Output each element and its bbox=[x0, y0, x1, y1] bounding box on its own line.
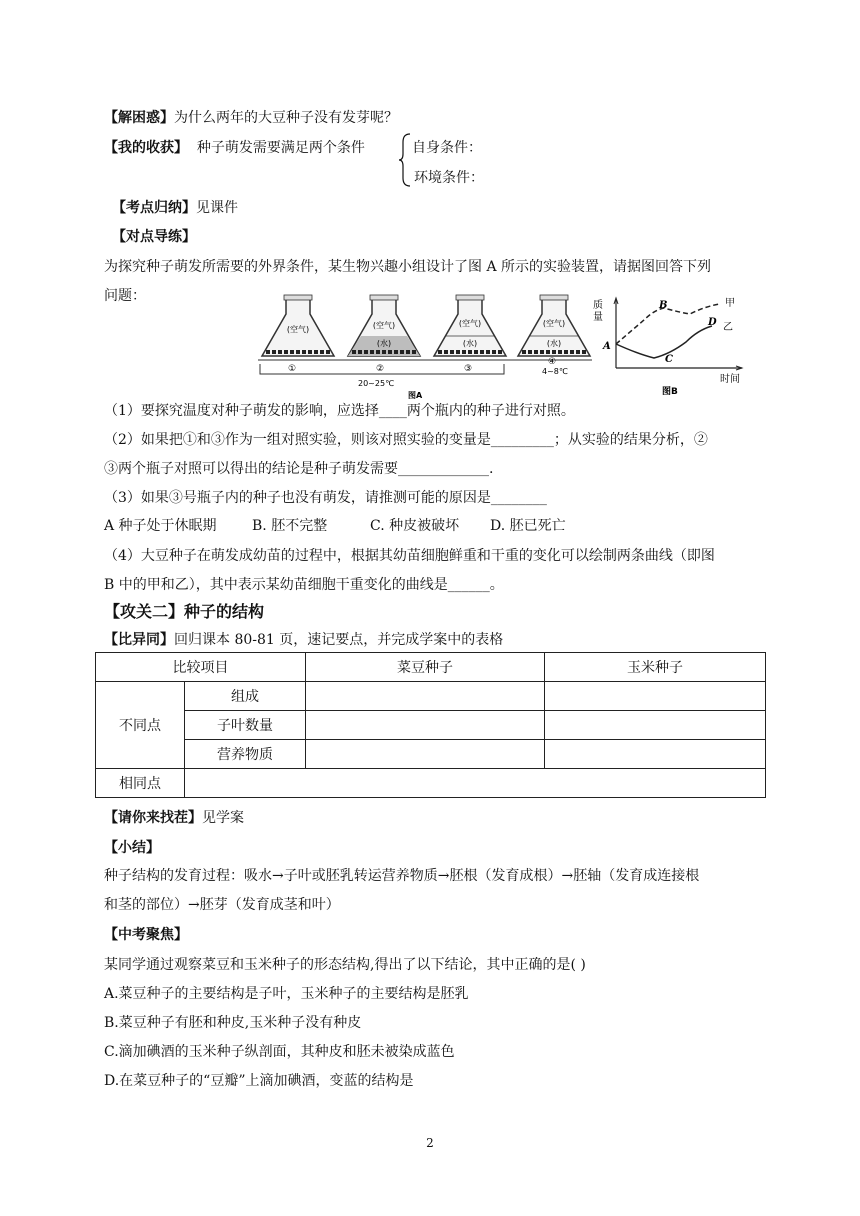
table-cell[interactable] bbox=[185, 769, 766, 798]
shouhuo-line bbox=[104, 138, 365, 158]
intro-line-2: 问题： bbox=[104, 288, 146, 304]
flask-num-2: ② bbox=[376, 364, 385, 374]
xiaojie-line-1: 种子结构的发育过程：吸水→子叶或胚乳转运营养物质→胚根（发育成根）→胚轴（发育成连接根 bbox=[104, 868, 700, 884]
comparison-table bbox=[95, 652, 766, 798]
table-cell[interactable] bbox=[306, 682, 545, 711]
q3-option-b: B. 胚不完整 bbox=[252, 518, 328, 534]
table-row bbox=[96, 682, 766, 711]
question-3: （3）如果③号瓶子内的种子也没有萌发，请推测可能的原因是________ bbox=[104, 490, 547, 506]
table-cell[interactable] bbox=[545, 740, 766, 769]
question-2b: ③两个瓶子对照可以得出的结论是种子萌发需要_____________. bbox=[104, 461, 494, 477]
table-diff-label: 不同点 bbox=[96, 682, 185, 769]
shouhuo-text: 种子萌发需要满足两个条件 bbox=[196, 140, 365, 156]
table-row bbox=[96, 769, 766, 798]
point-c: C bbox=[665, 354, 673, 365]
jiekunhuo-line bbox=[104, 108, 398, 128]
question-4b: B 中的甲和乙），其中表示某幼苗细胞干重变化的曲线是______。 bbox=[104, 577, 504, 593]
graph-b-y-label-2: 量 bbox=[593, 312, 603, 323]
curve-jia-label: 甲 bbox=[725, 298, 735, 309]
xiaojie-line-2: 和茎的部位）→胚芽（发育成茎和叶） bbox=[104, 897, 340, 913]
flask-3-air: (空气) bbox=[458, 319, 482, 328]
question-3-options bbox=[104, 516, 566, 536]
graph-b-y-label-1: 质 bbox=[593, 300, 603, 311]
point-b: B bbox=[659, 300, 668, 311]
table-row-label-2: 子叶数量 bbox=[185, 711, 306, 740]
question-4a: （4）大豆种子在萌发成幼苗的过程中，根据其幼苗细胞鲜重和干重的变化可以绘制两条曲线（即图 bbox=[104, 548, 715, 564]
q3-option-a: A 种子处于休眠期 bbox=[104, 518, 217, 534]
table-cell[interactable] bbox=[545, 682, 766, 711]
biyitong-label: 【比异同】 bbox=[104, 632, 174, 648]
table-row-label-3: 营养物质 bbox=[185, 740, 306, 769]
table-header-item: 比较项目 bbox=[96, 653, 306, 682]
caption-b: 图B bbox=[662, 387, 678, 397]
flask-num-3: ③ bbox=[464, 364, 473, 374]
flask-2-water: (水) bbox=[376, 339, 392, 348]
duidian-line bbox=[112, 227, 196, 247]
shouhuo-label: 【我的收获】 bbox=[104, 140, 188, 156]
point-d: D bbox=[708, 317, 717, 328]
table-header-col1: 菜豆种子 bbox=[306, 653, 545, 682]
kaodian-line bbox=[112, 198, 238, 218]
graph-b bbox=[614, 298, 742, 370]
table-row-label-1: 组成 bbox=[185, 682, 306, 711]
zhongkao-option-a: A.菜豆种子的主要结构是子叶，玉米种子的主要结构是胚乳 bbox=[104, 986, 469, 1002]
table-header-row bbox=[96, 653, 766, 682]
zhongkao-label bbox=[104, 925, 188, 945]
duidian-label: 【对点导练】 bbox=[112, 229, 196, 245]
zhongkao-option-b: B.菜豆种子有胚和种皮,玉米种子没有种皮 bbox=[104, 1015, 362, 1031]
zhaocha-label: 【请你来找茬】 bbox=[104, 810, 202, 826]
temp-label-1: 20~25℃ bbox=[358, 379, 395, 388]
biyitong-line bbox=[104, 630, 503, 650]
flask-4-water: (水) bbox=[546, 339, 562, 348]
intro-line-1: 为探究种子萌发所需要的外界条件，某生物兴趣小组设计了图 A 所示的实验装置，请据图回答下列 bbox=[104, 259, 712, 275]
caption-a: 图A bbox=[408, 391, 423, 400]
zhongkao-label-text: 【中考聚焦】 bbox=[104, 927, 188, 943]
table-cell[interactable] bbox=[306, 740, 545, 769]
xiaojie-label bbox=[104, 838, 160, 858]
experiment-figure bbox=[258, 292, 758, 402]
graph-b-x-label: 时间 bbox=[720, 374, 740, 385]
question-1: （1）要探究温度对种子萌发的影响，应选择____两个瓶内的种子进行对照。 bbox=[104, 403, 575, 419]
page-number: 2 bbox=[426, 1136, 434, 1150]
zhongkao-option-d: D.在菜豆种子的“豆瓣”上滴加碘酒，变蓝的结构是 bbox=[104, 1073, 414, 1089]
biyitong-text: 回归课本 80-81 页，速记要点，并完成学案中的表格 bbox=[174, 632, 504, 648]
shouhuo-cond1: 自身条件： bbox=[412, 140, 482, 156]
kaodian-text: 见课件 bbox=[196, 200, 238, 216]
temp-label-2: 4~8℃ bbox=[542, 367, 568, 376]
q3-option-c: C. 种皮被破坏 bbox=[370, 518, 460, 534]
table-same-label: 相同点 bbox=[96, 769, 185, 798]
brace-icon bbox=[398, 132, 412, 188]
table-cell[interactable] bbox=[545, 711, 766, 740]
point-a: A bbox=[603, 341, 611, 352]
table-header-col2: 玉米种子 bbox=[545, 653, 766, 682]
zhaocha-line bbox=[104, 808, 244, 828]
table-cell[interactable] bbox=[306, 711, 545, 740]
kaodian-label: 【考点归纳】 bbox=[112, 200, 196, 216]
q3-option-d: D. 胚已死亡 bbox=[490, 518, 566, 534]
zhongkao-option-c: C.滴加碘酒的玉米种子纵剖面，其种皮和胚未被染成蓝色 bbox=[104, 1044, 455, 1060]
question-2a: （2）如果把①和③作为一组对照实验，则该对照实验的变量是_________；从实验的结果分析，② bbox=[104, 432, 708, 448]
flask-num-1: ① bbox=[288, 364, 297, 374]
jiekunhuo-text: 为什么两年的大豆种子没有发芽呢？ bbox=[174, 110, 398, 126]
shouhuo-cond2: 环境条件： bbox=[414, 170, 484, 186]
zhaocha-text: 见学案 bbox=[202, 810, 244, 826]
flask-2-air: (空气) bbox=[372, 321, 396, 330]
flask-4-air: (空气) bbox=[542, 319, 566, 328]
jiekunhuo-label: 【解困惑】 bbox=[104, 110, 174, 126]
xiaojie-label-text: 【小结】 bbox=[104, 840, 160, 856]
curve-yi-label: 乙 bbox=[723, 322, 733, 333]
zhongkao-stem: 某同学通过观察菜豆和玉米种子的形态结构,得出了以下结论，其中正确的是( ) bbox=[104, 957, 586, 973]
flask-num-4: ④ bbox=[548, 357, 557, 367]
table-row bbox=[96, 740, 766, 769]
table-row bbox=[96, 711, 766, 740]
flask-1-air: (空气) bbox=[286, 325, 310, 334]
section-title-gongguan2: 【攻关二】种子的结构 bbox=[104, 602, 265, 621]
flask-3-water: (水) bbox=[462, 339, 478, 348]
